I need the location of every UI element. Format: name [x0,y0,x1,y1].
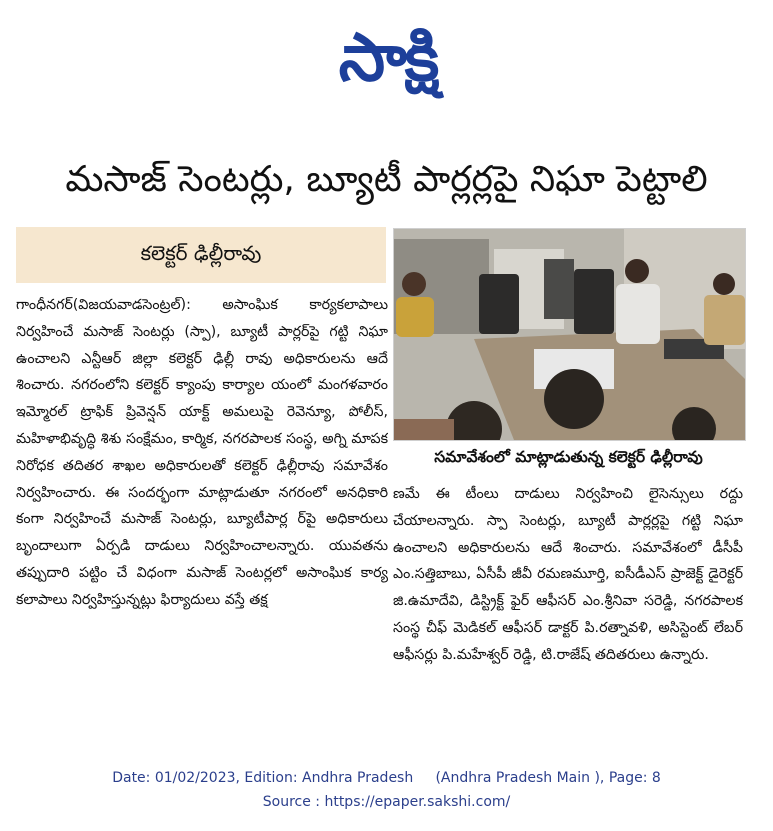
dateline: గాంధీనగర్(విజయవాడసెంట్రల్): [16,297,191,313]
article-body-right: ణమే ఈ టీంలు దాడులు నిర్వహించి లైసెన్సులు రద్దు చేయాలన్నారు. స్పా సెంటర్లు, బ్యూటీ పార్లర్లపై గట్టి నిఘా ఉంచాలని అధికారులను ఆదే శించారు. సమావేశంలో డీసీపీ ఎం.సత్తిబాబు, ఏసీపీ జీవీ రమణమూర్తి, ఐసీడీఎస్ ప్రాజెక్ట్ డైరెక్టర్ జి.ఉమాదేవి, డిస్ట్రిక్ట్ ఫైర్ ఆఫీసర్ ఎం.శ్రీనివా సరెడ్డి, నగరపాలక సంస్థ చీఫ్ మెడికల్ ఆఫీసర్ డాక్టర్ పి.రత్నావళి, అసిస్టెంట్ లేబర్ ఆఫీసర్లు పి.మహేశ్వర్ రెడ్డి, టి.రాజేష్ తదితరులు ఉన్నారు. [393,486,743,663]
source-footer [0,766,773,814]
logo-text: సాక్షి [338,19,438,96]
photo-caption: సమావేశంలో మాట్లాడుతున్న కలెక్టర్ ఢిల్లీరావు [434,448,703,466]
meeting-photo-illustration [394,229,745,440]
body-left-text: అసాంఘిక కార్యకలాపాలు నిర్వహించే మసాజ్ సెంటర్లు (స్పా), బ్యూటీ పార్లర్‌పై గట్టి నిఘా ఉంచాలని ఎన్టీఆర్ జిల్లా కలెక్టర్ ఢిల్లీ రావు అధికారులను ఆదే శించారు. నగరంలోని కలెక్టర్ క్యాంపు కార్యాల యంలో మంగళవారం ఇమ్మోరల్ ట్రాఫిక్ ప్రివెన్షన్ యాక్ట్ అమలుపై రెవెన్యూ, పోలీస్, మహిళాభివృద్ధి శిశు సంక్షేమం, కార్మిక, నగరపాలక సంస్థ, అగ్ని మాపక నిరోధక తదితర శాఖల అధికారులతో కలెక్టర్ ఢిల్లీరావు సమావేశం నిర్వహించారు. ఈ సందర్భంగా మాట్లాడుతూ నగరంలో అనధికారి కంగా నిర్వహించే మసాజ్ సెంటర్లు, బ్యూటీపార్ల ర్‌పై అధికారులు బృందాలుగా ఏర్పడి దాడులు నిర్వహించాలన్నారు. యువతను తప్పుదారి పట్టిం చే విధంగా మసాజ్ సెంటర్లలో అసాంఘిక కార్య కలాపాలు నిర్వహిస్తున్నట్లు ఫిర్యాదులు వస్తే తక్ష [16,297,388,608]
article-body-left [16,292,388,732]
article-headline: మసాజ్ సెంటర్లు, బ్యూటీ పార్లర్లపై నిఘా పెట్టాలి [65,159,708,200]
footer-source: Source : https://epaper.sakshi.com/ [262,794,511,810]
meeting-photo [393,228,746,441]
article-subheadline: కలెక్టర్ ఢిల్లీరావు [16,227,386,283]
sakshi-logo [288,16,488,100]
footer-date-edition: Date: 01/02/2023, Edition: Andhra Pradesh (Andhra Pradesh Main ), Page: 8 [112,770,661,786]
